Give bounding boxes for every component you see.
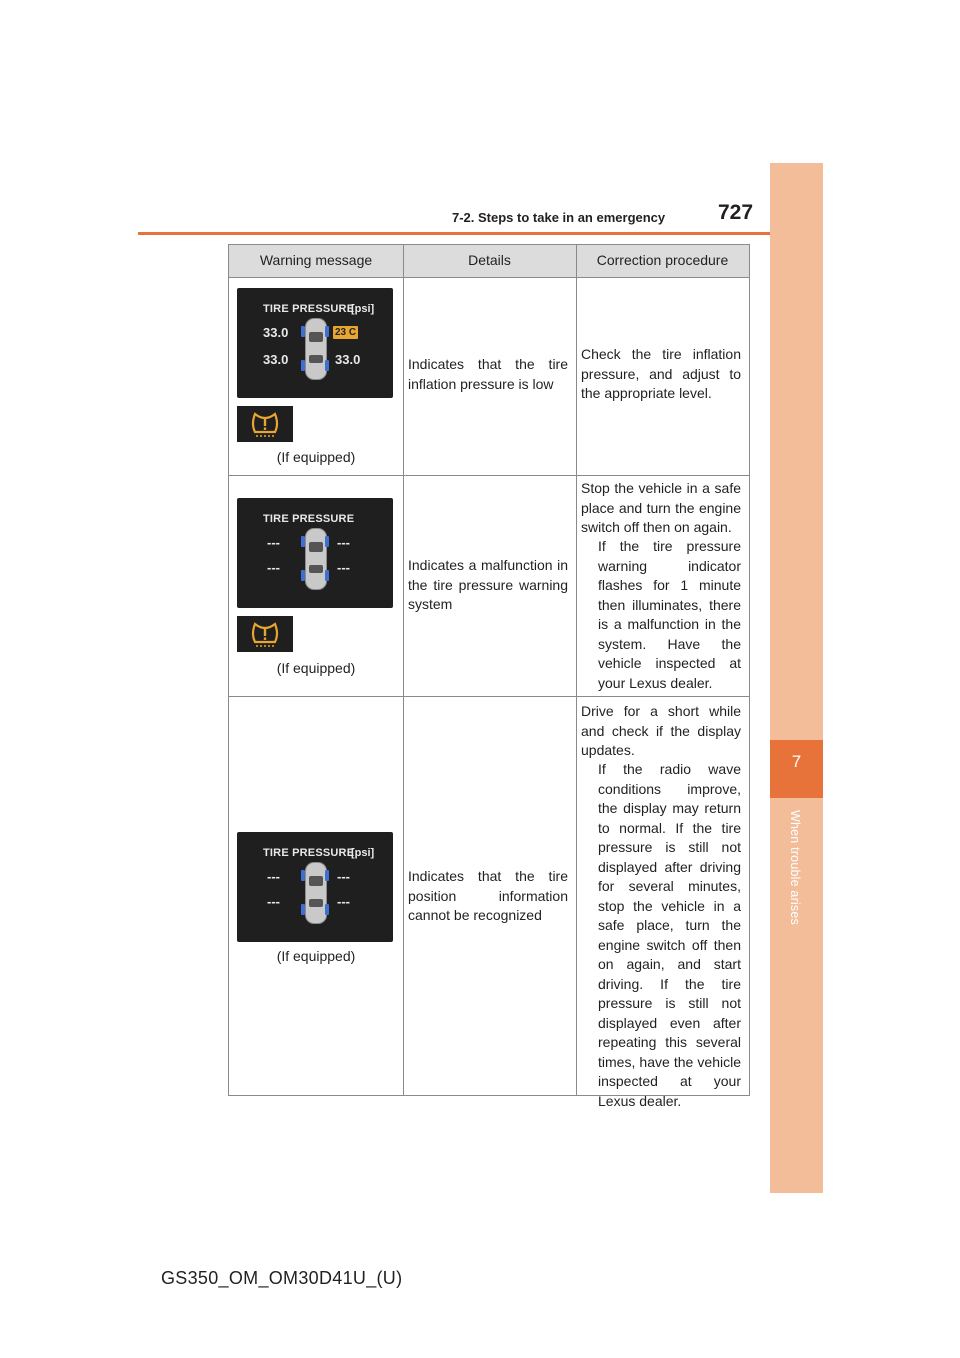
tire-icon [301,904,305,915]
row-divider [229,696,749,697]
correction-text: Check the tire inflation pressure, and adjust to the appropriate level. [581,346,741,401]
tire-icon [325,570,329,581]
correction-text: Stop the vehicle in a safe place and turn the engine switch off then on again. [581,480,741,535]
tire-icon [325,360,329,371]
row-divider [229,475,749,476]
chapter-number: 7 [791,752,802,771]
display-title: TIRE PRESSURE [263,847,355,859]
header-details: Details [468,252,511,268]
warning-table [228,244,750,1109]
tire-value-rear-right: --- [337,560,350,575]
tire-value-front-left: --- [267,869,280,884]
tire-icon [325,870,329,881]
display-title: TIRE PRESSURE [263,513,355,525]
column-divider [576,245,577,1095]
display-title: TIRE PRESSURE [263,303,355,315]
tire-value-rear-left: --- [267,560,280,575]
correction-note: If the tire pressure warning indicator flashes for 1 minute then illuminates, there is a malfunction in the system. Have the vehicle inspected at your Lexus dealer. [598,538,741,691]
tire-icon [301,360,305,371]
header-warning-message: Warning message [259,252,373,268]
car-icon [305,528,327,590]
chapter-label: When trouble arises [788,810,802,925]
tire-value-rear-right: 33.0 [335,352,361,367]
if-equipped-note: (If equipped) [276,449,356,465]
details-text: Indicates that the tire inflation pressure is low [408,356,568,392]
table-header [229,245,749,278]
details-text: Indicates a malfunction in the tire pressure warning system [408,557,568,612]
tire-icon [301,870,305,881]
document-code: GS350_OM_OM30D41U_(U) [161,1268,403,1288]
page-number: 727 [718,201,754,224]
tire-value-front-left: --- [267,535,280,550]
temperature-badge: 23 C [335,327,357,338]
tire-pressure-display [237,498,393,608]
tire-value-rear-right: --- [337,894,350,909]
car-icon [305,318,327,380]
tire-value-front-right: --- [337,535,350,550]
tire-value-rear-left: 33.0 [263,352,289,367]
column-divider [403,245,404,1095]
tire-icon [325,536,329,547]
display-unit: [psi] [351,847,375,859]
header-rule [138,232,822,235]
header-correction: Correction procedure [596,252,729,268]
chapter-tab [770,163,823,1193]
correction-note: If the radio wave conditions improve, the display may return to normal. If the tire pressure is still not displayed after driving for several minutes, stop the vehicle in a safe place, turn the engine switch off then on again, and start driving. If the tire pressure is still not displayed even after repeating this several times, have the vehicle inspected at your Lexus dealer. [598,761,741,1109]
tire-icon [301,536,305,547]
tire-pressure-display [237,288,393,398]
tire-value-rear-left: --- [267,894,280,909]
tire-icon [325,326,329,337]
tire-icon [301,570,305,581]
tire-value-front-right: --- [337,869,350,884]
tire-pressure-warning-icon [237,616,293,652]
tire-icon [325,904,329,915]
if-equipped-note: (If equipped) [276,948,356,964]
details-text: Indicates that the tire position information cannot be recognized [408,868,568,923]
tire-value-front-left: 33.0 [263,325,289,340]
correction-text: Drive for a short while and check if the display updates. [581,703,741,758]
car-icon [305,862,327,924]
tire-pressure-display [237,832,393,942]
section-title: 7-2. Steps to take in an emergency [452,210,666,225]
tire-icon [301,326,305,337]
display-unit: [psi] [351,303,375,315]
if-equipped-note: (If equipped) [276,660,356,676]
tire-pressure-warning-icon [237,406,293,442]
